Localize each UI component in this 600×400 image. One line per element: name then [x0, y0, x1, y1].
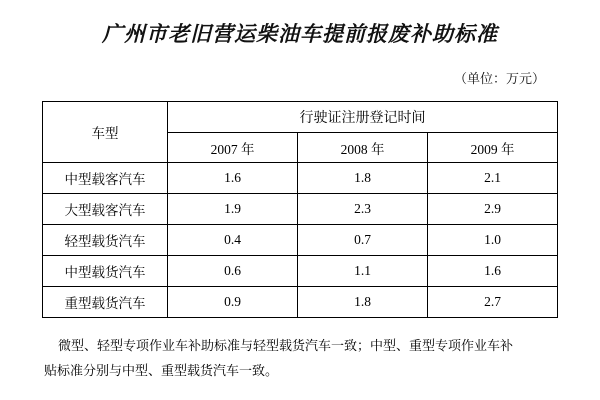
table-row — [43, 225, 558, 256]
cell-value: 1.6 — [428, 256, 558, 287]
cell-value: 1.1 — [298, 256, 428, 287]
column-header-vehicle-type: 车型 — [43, 102, 168, 163]
row-label: 重型载货汽车 — [43, 287, 168, 318]
subsidy-table — [42, 101, 558, 318]
cell-value: 1.9 — [168, 194, 298, 225]
footnote-line: 微型、轻型专项作业车补助标准与轻型载货汽车一致；中型、重型专项作业车补 — [58, 338, 514, 353]
cell-value: 0.4 — [168, 225, 298, 256]
cell-value: 1.6 — [168, 163, 298, 194]
table-row — [43, 256, 558, 287]
cell-value: 2.9 — [428, 194, 558, 225]
row-label: 大型载客汽车 — [43, 194, 168, 225]
column-header-year-2009: 2009 年 — [428, 133, 558, 163]
row-label: 轻型载货汽车 — [43, 225, 168, 256]
cell-value: 1.8 — [298, 287, 428, 318]
cell-value: 2.1 — [428, 163, 558, 194]
unit-note: （单位：万元） — [453, 71, 545, 86]
row-label: 中型载客汽车 — [43, 163, 168, 194]
column-header-year-2007: 2007 年 — [168, 133, 298, 163]
table-row — [43, 287, 558, 318]
table-container — [0, 87, 600, 318]
cell-value: 2.3 — [298, 194, 428, 225]
cell-value: 1.0 — [428, 225, 558, 256]
cell-value: 0.9 — [168, 287, 298, 318]
column-header-registration-time: 行驶证注册登记时间 — [168, 102, 558, 133]
footnotes — [0, 318, 600, 383]
table-header-row-1 — [43, 102, 558, 133]
table-row — [43, 163, 558, 194]
row-label: 中型载货汽车 — [43, 256, 168, 287]
cell-value: 0.6 — [168, 256, 298, 287]
cell-value: 0.7 — [298, 225, 428, 256]
cell-value: 1.8 — [298, 163, 428, 194]
page-title: 广州市老旧营运柴油车提前报废补助标准 — [102, 22, 498, 46]
cell-value: 2.7 — [428, 287, 558, 318]
table-row — [43, 194, 558, 225]
footnote-line: 贴标准分别与中型、重型载货汽车一致。 — [44, 362, 279, 378]
column-header-year-2008: 2008 年 — [298, 133, 428, 163]
